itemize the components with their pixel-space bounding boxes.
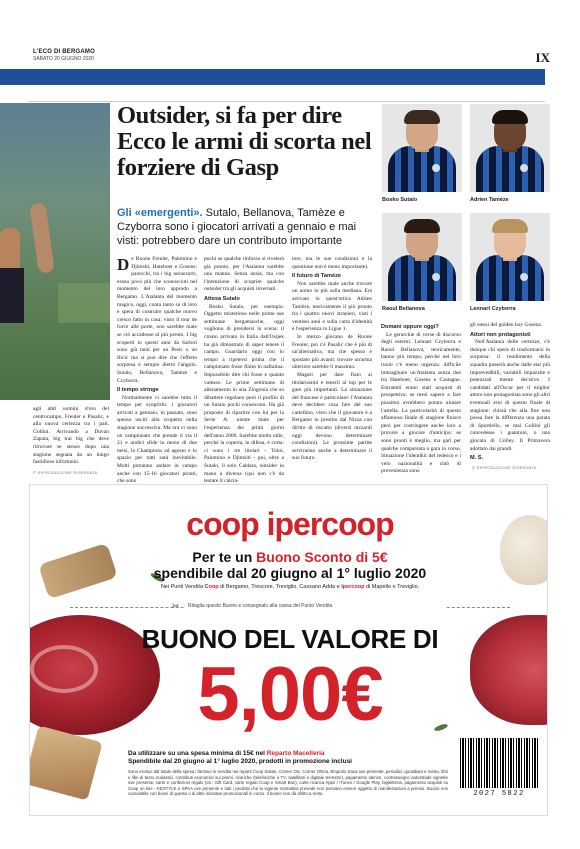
paragraph: agli altri uomini d'oro del centrocampo, Freuler e Pasalic, e alla nuova certezza tra i pali, Gollini. Arrivando a Duvan Zapata, big trai big che deve ritrovare se stesso dopo una stagione segnata da un lungo fastidioso infortunio. [33, 406, 109, 466]
scissors-icon: ✂ [172, 602, 180, 612]
paragraph-text: e Roone Freuler, Palomino e Djimsiti, Hateboer e Gosens: parecchi, tra i big nerazzurri, erano poco più che sconosciuti nel momento del loro approdo a Bergamo. L'Atalanta del momento magico, oggi, conta tanto su di loro e spera di costruire qualche nuovo cresco fatto in casa: visto il tour de force alle porte, non sarebbe male se ciò accadesse al più presto. I big scoperti in questi anni da Sartori sono già tanti per un Pesic o un Ilicic ma si può dire che l'effetto sorpresa è sempre dietro l'angolo. Sutalo, Bellanova, Tamèze e Czyborra. [117, 256, 197, 384]
voucher-conditions [128, 750, 448, 766]
paragraph: Magari per dare fiato ai titolarissimi e tenerli al top per le gare più importanti. La situazione del francese è particolare: l'Atalanta deve decidere cosa fare del suo cartellino, visto che il giocatore è a Bergamo in prestito dal Nizza con diritto di riscatto (diversi nizzardi oggi devono determinare condizioni). Le prossime partite serviranno anche a determinare il suo futuro. [292, 371, 372, 462]
ad-validity-line: spendibile dal 20 giugno al 1° luglio 2020 [153, 565, 427, 581]
drop-cap: D [117, 255, 130, 274]
ad-brand-ipercoop: Ipercoop [341, 584, 365, 590]
paragraph: tore, ma le sue condizioni e la questione non è meno importante). [292, 256, 372, 270]
cutting-board-image [29, 725, 103, 800]
player-caption: Lennart Czyborra [470, 306, 516, 312]
player-caption: Raoul Bellanova [382, 306, 425, 312]
voucher-title: BUONO DEL VALORE DI [141, 624, 439, 654]
text-column-under-photo [33, 406, 109, 467]
issue-date: SABATO 20 GIUGNO 2020 [33, 56, 94, 62]
ad-text: di Bergamo, Trescore, Treviglio, Cassano Adda e [220, 584, 340, 590]
page-number: IX [535, 50, 550, 65]
voucher-fine-print: Sono esclusi dal totale della spesa i farmaci in vendita nei reparti Coop Salute, Corner Otc, Corner Ottica, Emporio Kasa ove presente, periodici, quotidiani e riviste, libri e libri di testo scolastici, contributi economici sui premi, ricariche (telefoniche e TV, satellitari e digitale terrestre), pagamento utenze, contrassegno autostrade vignette ove presente, carte e confezioni regalo (es.: Gift Card, carte regalo Coop e Smart Box), carte ricarica Apps / iTunes / Google Play, biglietteria, pagamento acquisti su Coop on line - KESTYLE e SPAA ove presente e tutti i prodotti che la vigente normativa prevede non possano essere oggetto di manifestazioni a premio. Buono non cumulabile con buoni di questa o di altre iniziative promozionali in corso. Il buono non dà diritto a resto. [128, 769, 448, 797]
paragraph [117, 256, 197, 385]
paragraph: pochi se qualche rinforzo si rivelerà già pronto, per l'Atalanta sarebbe una manna. Senza ansia, ma con l'intenzione di scoprire qualche outsider tra gli acquisti invernali. [204, 256, 284, 293]
coop-advertisement [29, 484, 548, 816]
player-photo-sutalo [382, 104, 462, 192]
section-subheading: Attori non protagonisti [470, 331, 531, 338]
paragraph: Non sarebbe male anche trovare un uomo in più sulla mediana. Era arrivato in quest'ottica Adrien Tamèze, teoricamente il più pronto tra i quattro nuovi stranieri, visti i ventisei anni e sulla carta d'identità e l'esperienza in Ligue 1. [292, 280, 372, 333]
section-subheading: Il tempo stringe [117, 387, 159, 394]
article-headline: Outsider, si fa per dire Ecco le armi di scorta nel forziere di Gasp [117, 102, 372, 181]
ad-department: Reparto Macelleria [266, 750, 325, 757]
barcode-number: 2027 5822 [473, 790, 525, 798]
voucher-amount: 5,00€ [197, 652, 383, 737]
ad-text: Da utilizzare su una spesa minima di 15€ nel [128, 750, 265, 757]
ad-text: Spendibile dal 20 giugno al 1° luglio 2020, prodotti in promozione inclusi [128, 758, 352, 765]
paragraph: Le gerarchie di verse di discorso degli esterni. Lennart Czyborra e Raoul Bellanova, teoricamente, hanno più tempo, perché nel loro ruolo c'è meno urgenza: difficile immaginare un'Atalanta senza due tra Hateboer, Gosens e Castagne. Entrambi erano stati acquisti di prospettiva: se mesi sapere a fare possimo avrebbero potuto aiutare l'astella. La particolarità di questo affannoso finale di stagione finisce però per costringere anche loro a provare a giocare d'anticipo: se sono pronti è meglio, ma gari per qualche comparsata a gara in corso. Situazione l'identikit del tedesco e i velo nazionalità e club di provenienza sono [381, 331, 461, 475]
player-photo-bellanova [382, 213, 462, 301]
paragraph: Bosko Sutalo, per esempio. Oggetto misterioso nelle prime sue settimane bergamasche, oggi vogliono di prendersi la scena: il croato arrivato in Italia dall'Osijek ha già dimostrato di saper tenere il campo. Guardarlo oggi con lo tempo a ripetersi prima che il campionato fosse finito in naftalina. Impossibile dire chi fosse e quanto valesse. Le prime settimane di allenamento in una Zingonia che so dibattere regolano però il profilo di un Sutalo pochi conoscono. Ha già proposto di ripartire con lui per la Serie A: niente male per l'esperienza dei primi giorni dell'anno 2000. Sarebbe molto utile, perché la coperta, in difesa, è corta: ci sono i tre titolari - Toloi, Palomino e Djimsiti - poi, oltre a Sutalo, il solo Caldara, outsider in mano a diversa (qui non c'è da testare il calcia- [204, 303, 284, 485]
ad-offer-highlight: Buono Sconto di 5€ [256, 549, 388, 565]
newspaper-name: L'ECO DI BERGAMO [33, 49, 95, 55]
cut-instruction: Ritaglia questo Buono e consegnalo alla cassa del Punto Vendita [185, 603, 445, 609]
ad-text: Nei Punti Vendita [160, 584, 204, 590]
section-subheading: Domani oppure oggi? [381, 324, 439, 330]
text-column-5 [470, 322, 550, 463]
coop-ipercoop-logo: coop ipercoop [186, 506, 394, 542]
text-column-2 [204, 256, 284, 486]
subhead-text: Sutalo, Bellanova, Tamèze e Czyborra sono i giocatori arrivati a gennaio e mai visti: potrebbero dare un contributo importante [117, 207, 357, 247]
player-caption: Bosko Sutalo [382, 197, 418, 203]
author-signature: M. S. [470, 455, 484, 462]
steak-image [470, 615, 548, 725]
ad-text: Per te un [192, 549, 253, 565]
ad-text: di Mapello e Treviglio. [365, 584, 420, 590]
article-kicker: Gli «emergenti». [117, 207, 203, 219]
paragraph: gli stessi del golden boy Gosens. [470, 322, 543, 328]
section-subheading: Il futuro di Tamèze [292, 273, 341, 280]
article-subhead [117, 206, 379, 248]
meat-image [38, 543, 118, 599]
text-column-4 [381, 322, 461, 476]
ad-brand-coop: Coop [204, 584, 219, 590]
paragraph: Nell'Atalanta delle certezze, c'è dunque chi spera di trasformarsi in sorpresa: il rendimento della squadra passerà anche dalle star più imprevedibili, variabili impazzite e potenziali mente decisive. I candidati all'Oscar per il miglior attore non protagonista sono gli altri eventuali eroi di questo finale di stagione: chissà che alla fine non possa fare la differenza una parata di Sportiello, se mai Gollini gli concedesse i guantoni, o una giocata di Colley. Il Primavera adottato dai grandi. [470, 339, 550, 452]
copyright-credit: © RIPRODUZIONE RISERVATA [472, 465, 537, 470]
player-photo-czyborra [470, 213, 550, 301]
section-band [0, 69, 545, 85]
player-photo-tameze [470, 104, 550, 192]
onion-image [500, 515, 548, 585]
text-column-3 [292, 256, 372, 463]
barcode [460, 738, 538, 788]
player-caption: Adrien Tamèze [470, 197, 509, 203]
paragraph: In mezzo giocano de Roone Freuler, poi c'è Pasalic che è più di un'alternativa, ma che spesso è spostato più avanti: trovare un'arma ulteriore sarebbe il massimo. [292, 333, 372, 371]
text-column-1 [117, 256, 197, 486]
paragraph: Normalmente ci sarebbe tutto il tempo per scoprirlo: i giocatori arrivati a gennaio, in passato, sono spesso usciti allo scoperto nella stagione successiva. Ma ora ci sono un campionato che prende il via il 21 e undici sfide in meno di due mesi, la Champions ad agosto e lo spazio per tutti sarà inevitabile. Molti potranno andare in campo anche con 15-16 giocatori pronti, che sono [117, 394, 197, 485]
match-photo [0, 103, 110, 400]
copyright-credit: © RIPRODUZIONE RISERVATA [33, 470, 98, 475]
section-subheading: Attesa Sutalo [204, 295, 240, 302]
ad-offer-line [150, 549, 430, 565]
ad-stores-line [134, 584, 446, 591]
